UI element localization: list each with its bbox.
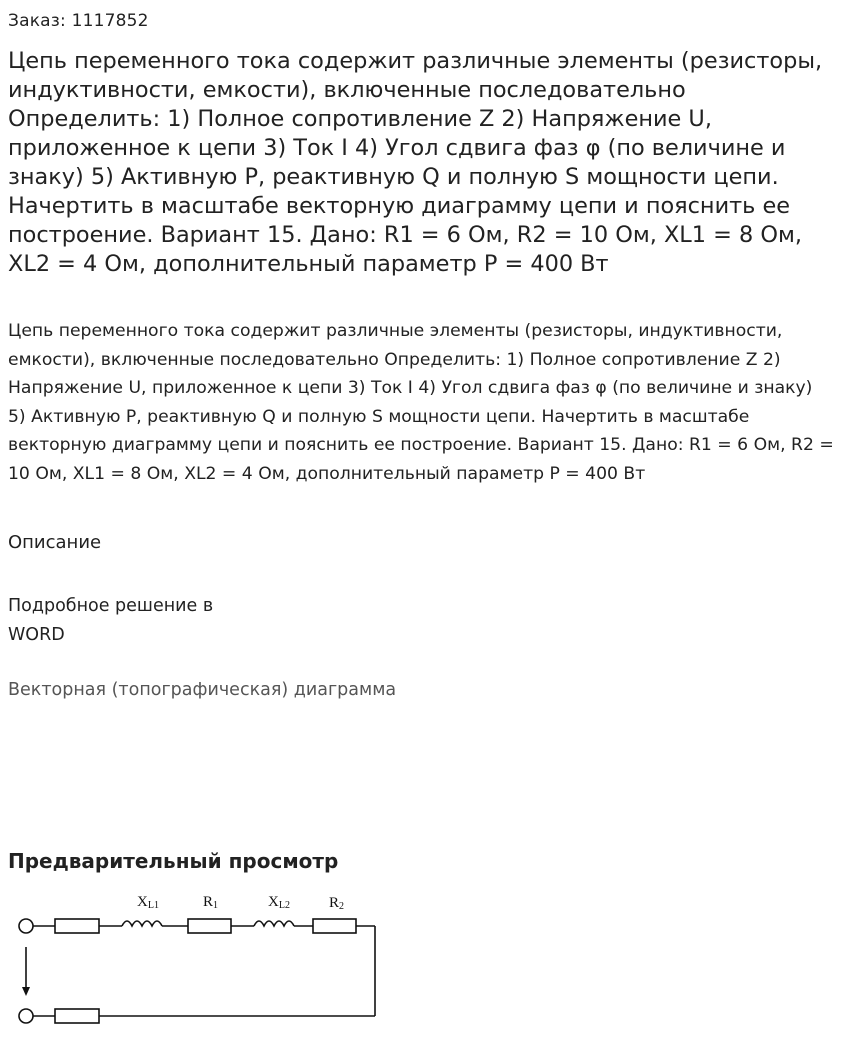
label-r2: R2 <box>329 895 345 912</box>
terminal-bottom <box>19 1009 33 1023</box>
resistor-top-left <box>55 919 99 933</box>
description-heading: Описание <box>8 532 102 553</box>
inductor-xl1 <box>122 921 162 926</box>
voltage-arrow-head <box>22 987 30 996</box>
preview-heading: Предварительный просмотр <box>8 849 339 873</box>
resistor-r2 <box>313 919 356 933</box>
circuit-wiring <box>19 919 375 1023</box>
label-xl1: XL1 <box>137 894 159 911</box>
vector-diagram-caption: Векторная (топографическая) диаграмма <box>8 680 397 700</box>
label-r1: R1 <box>203 894 219 911</box>
resistor-r1 <box>188 919 231 933</box>
task-title: Цепь переменного тока содержит различные элементы (резисторы, индуктивности, емкости), включенные последовательно Определить: 1) Полное сопротивление Z 2) Напряжение U, приложенное к цепи 3) Ток I 4) Угол сдвига фаз φ (по величине и знаку) 5) Активную P, реактивную Q и полную S мощности цепи. Начертить в масштабе векторную диаграмму цепи и пояснить ее построение. Вариант 15. Дано: R1 = 6 Ом, R2 = 10 Ом, XL1 = 8 Ом, XL2 = 4 Ом, дополнительный параметр P = 400 Вт <box>8 48 823 277</box>
terminal-top <box>19 919 33 933</box>
circuit-diagram <box>8 886 388 1031</box>
inductor-xl2 <box>254 921 294 926</box>
label-xl2: XL2 <box>268 894 290 911</box>
task-description: Цепь переменного тока содержит различные элементы (резисторы, индуктивности, емкости), включенные последовательно Определить: 1) Полное сопротивление Z 2) Напряжение U, приложенное к цепи 3) Ток I 4) Угол сдвига фаз φ (по величине и знаку) 5) Активную P, реактивную Q и полную S мощности цепи. Начертить в масштабе векторную диаграмму цепи и пояснить ее построение. Вариант 15. Дано: R1 = 6 Ом, R2 = 10 Ом, XL1 = 8 Ом, XL2 = 4 Ом, дополнительный параметр P = 400 Вт <box>8 321 834 484</box>
resistor-bottom-left <box>55 1009 99 1023</box>
order-number: Заказ: 1117852 <box>8 11 149 31</box>
solution-format-text: Подробное решение в WORD <box>8 596 214 645</box>
